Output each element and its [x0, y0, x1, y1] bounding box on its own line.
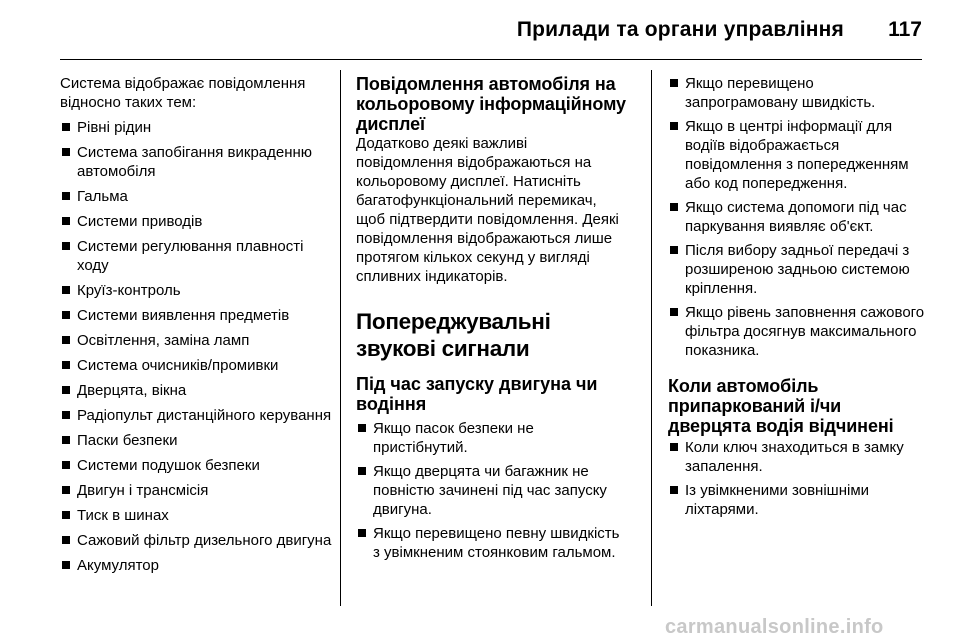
list-item: Якщо перевищено певну швидкість з увімкненим стоянковим гальмом.: [356, 524, 628, 562]
list-item: Якщо дверцята чи багажник не повністю зачинені під час запуску двигуна.: [356, 462, 628, 519]
watermark: carmanualsonline.info: [665, 616, 884, 638]
column-divider-2: [651, 70, 652, 606]
list-item: Система очисників/промивки: [60, 356, 332, 375]
list-item: Тиск в шинах: [60, 506, 332, 525]
list-item: Якщо рівень заповнення сажового фільтра досягнув максимального показника.: [668, 303, 926, 360]
list-item: Акумулятор: [60, 556, 332, 575]
list-item: Система запобігання викраденню автомобіля: [60, 143, 332, 181]
list-item: Дверцята, вікна: [60, 381, 332, 400]
list-item: Системи регулювання плавності ходу: [60, 237, 332, 275]
topics-list: [60, 118, 332, 575]
page-number: 117: [888, 18, 922, 41]
list-item: Радіопульт дистанційного керування: [60, 406, 332, 425]
list-item: Якщо пасок безпеки не пристібнутий.: [356, 419, 628, 457]
section-paragraph: Додатково деякі важливі повідомлення відображаються на кольоровому дисплеї. Натисніть багатофункціональний перемикач, щоб підтвердити повідомлення. Деякі повідомлення відображаються лише протягом кількох секунд у вигляді спливних індикаторів.: [356, 135, 619, 285]
column-divider-1: [340, 70, 341, 606]
list-item: Сажовий фільтр дизельного двигуна: [60, 531, 332, 550]
column-left: [60, 74, 332, 575]
list-item: Рівні рідин: [60, 118, 332, 137]
section-heading-warning-chimes: Попереджувальні звукові сигнали: [356, 309, 551, 361]
list-item: Якщо система допомоги під час паркування виявляє об'єкт.: [668, 198, 926, 236]
list-item: Двигун і трансмісія: [60, 481, 332, 500]
chime-list-continued: [668, 74, 926, 360]
list-item: Круїз-контроль: [60, 281, 332, 300]
section-heading-parked: Коли автомобіль припаркований і/чи дверцята водія відчинені: [668, 376, 894, 436]
list-item: Якщо в центрі інформації для водіїв відображається повідомлення з попередженням або код попередження.: [668, 117, 926, 193]
list-item: Освітлення, заміна ламп: [60, 331, 332, 350]
list-item: Із увімкненими зовнішніми ліхтарями.: [668, 481, 926, 519]
intro-text: Система відображає повідомлення відносно таких тем:: [60, 75, 306, 111]
list-item: Коли ключ знаходиться в замку запалення.: [668, 438, 926, 476]
column-middle: [356, 74, 628, 562]
list-item: Системи подушок безпеки: [60, 456, 332, 475]
subsection-heading-engine-start: Під час запуску двигуна чи водіння: [356, 374, 598, 414]
page-title: Прилади та органи управління: [516, 18, 844, 41]
list-item: Системи приводів: [60, 212, 332, 231]
list-item: Якщо перевищено запрограмовану швидкість.: [668, 74, 926, 112]
header-divider: [60, 59, 922, 60]
list-item: Паски безпеки: [60, 431, 332, 450]
column-right: [668, 74, 926, 519]
list-item: Гальма: [60, 187, 332, 206]
page-header: [0, 0, 960, 58]
parked-list: [668, 438, 926, 519]
list-item: Після вибору задньої передачі з розширеною задньою системою кріплення.: [668, 241, 926, 298]
section-heading-color-display: Повідомлення автомобіля на кольоровому інформаційному дисплеї: [356, 74, 626, 134]
list-item: Системи виявлення предметів: [60, 306, 332, 325]
chime-list: [356, 419, 628, 562]
